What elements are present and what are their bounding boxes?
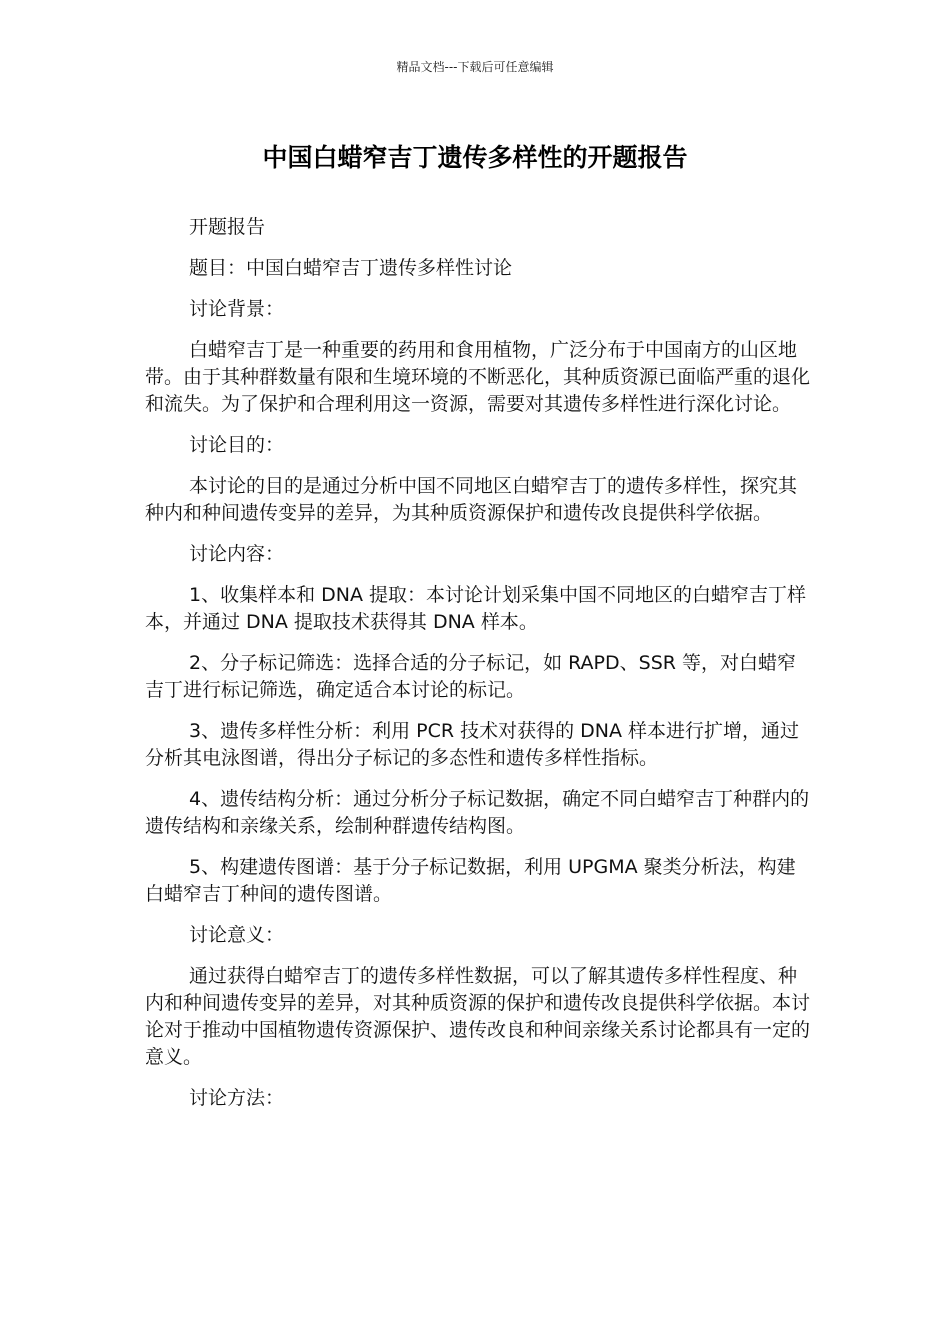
- paragraph-report-label: 开题报告: [189, 216, 266, 238]
- heading-purpose: 讨论目的：: [189, 434, 285, 456]
- content-item-4: 4、遗传结构分析：通过分析分子标记数据，确定不同白蜡窄吉丁种群内的遗传结构和亲缘关系，绘制种群遗传结构图。: [145, 788, 810, 837]
- paragraph-background: 白蜡窄吉丁是一种重要的药用和食用植物，广泛分布于中国南方的山区地带。由于其种群数量有限和生境环境的不断恶化，其种质资源已面临严重的退化和流失。为了保护和合理利用这一资源，需要对其遗传多样性进行深化讨论。: [145, 339, 811, 415]
- heading-methods: 讨论方法：: [189, 1087, 285, 1109]
- content-item-5: 5、构建遗传图谱：基于分子标记数据，利用 UPGMA 聚类分析法，构建白蜡窄吉丁种间的遗传图谱。: [145, 856, 796, 905]
- paragraph-purpose: 本讨论的目的是通过分析中国不同地区白蜡窄吉丁的遗传多样性，探究其种内和种间遗传变异的差异，为其种质资源保护和遗传改良提供科学依据。: [145, 475, 798, 524]
- document-body: [145, 214, 810, 1126]
- heading-content: 讨论内容：: [189, 543, 285, 565]
- document-title: 中国白蜡窄吉丁遗传多样性的开题报告: [262, 143, 688, 172]
- header-note: 精品文档---下载后可任意编辑: [396, 60, 554, 74]
- content-item-2: 2、分子标记筛选：选择合适的分子标记，如 RAPD、SSR 等，对白蜡窄吉丁进行标记筛选，确定适合本讨论的标记。: [145, 652, 797, 701]
- heading-background: 讨论背景：: [189, 298, 285, 320]
- paragraph-topic: 题目：中国白蜡窄吉丁遗传多样性讨论: [189, 257, 513, 279]
- content-item-3: 3、遗传多样性分析：利用 PCR 技术对获得的 DNA 样本进行扩增，通过分析其电泳图谱，得出分子标记的多态性和遗传多样性指标。: [145, 720, 800, 769]
- content-item-1: 1、收集样本和 DNA 提取：本讨论计划采集中国不同地区的白蜡窄吉丁样本，并通过 DNA 提取技术获得其 DNA 样本。: [145, 584, 807, 633]
- heading-significance: 讨论意义：: [189, 924, 285, 946]
- paragraph-significance: 通过获得白蜡窄吉丁的遗传多样性数据，可以了解其遗传多样性程度、种内和种间遗传变异的差异，对其种质资源的保护和遗传改良提供科学依据。本讨论对于推动中国植物遗传资源保护、遗传改良和种间亲缘关系讨论都具有一定的意义。: [145, 965, 811, 1068]
